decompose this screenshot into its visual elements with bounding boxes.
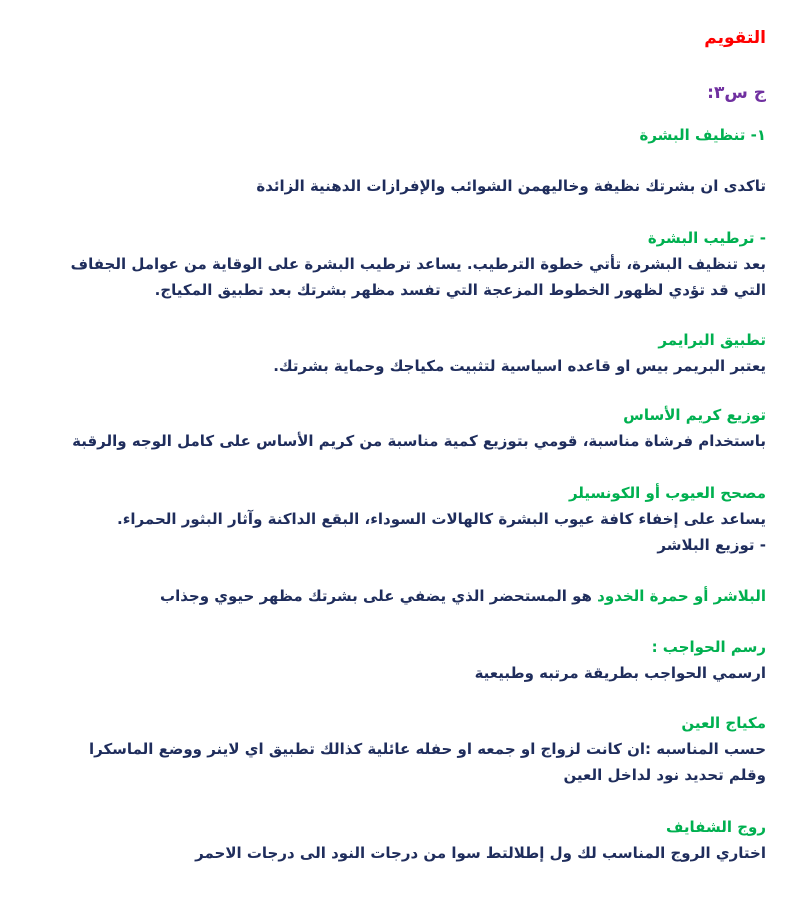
section-body-foundation-1: باستخدام فرشاة مناسبة، قومي بتوزيع كمية مناسبة من كريم الأساس على كامل الوجه والرقبة [72,432,766,450]
section-body-concealer-1: يساعد على إخفاء كافة عيوب البشرة كالهالات السوداء، البقع الداكنة وآثار البثور الحمراء. [117,510,766,528]
section-body-moisturizing-2: التي قد تؤدي لظهور الخطوط المزعجة التي تفسد مظهر بشرتك بعد تطبيق المكياج. [154,281,766,299]
section-body-lipstick-1: اختاري الروج المناسب لك ول إطلالتط سوا من درجات النود الى درجات الاحمر [195,844,766,862]
section-heading-foundation: توزيع كريم الأساس [623,406,766,424]
section-body-eye-makeup-2: وقلم تحديد نود لداخل العين [563,766,766,784]
section-heading-primer: تطبيق البرايمر [658,331,766,349]
section-heading-eyebrows: رسم الحواجب : [651,638,766,656]
page-title: التقويم [704,28,766,48]
section-body-eye-makeup-1: حسب المناسبه :ان كانت لزواج او جمعه او حفله عائلية كذالك تطبيق اي لاينر ووضع الماسكرا [88,740,766,758]
section-heading-lipstick: روج الشفايف [666,818,766,836]
section-body-primer-1: يعتبر البريمر بيس او قاعده اسياسية لتثبيت مكياجك وحماية بشرتك. [273,357,766,375]
section-body-cleansing-1: تاكدى ان بشرتك نظيفة وخاليهمن الشوائب والإفرازات الدهنية الزائدة [256,177,766,195]
section-body-eyebrows-1: ارسمي الحواجب بطريقة مرتبه وطبيعية [474,664,766,682]
blush-line [160,585,766,607]
question-label: ج س٣: [707,83,766,103]
section-heading-cleansing: ١- تنظيف البشرة [639,126,766,144]
section-heading-eye-makeup: مكياج العين [681,714,766,732]
section-heading-concealer: مصحح العيوب أو الكونسيلر [568,484,766,502]
section-body-blush: هو المستحضر الذي يضفي على بشرتك مظهر حيوي وجذاب [160,587,598,605]
section-body-concealer-2: - توزيع البلاشر [657,536,766,554]
section-heading-moisturizing: - ترطيب البشرة [647,229,766,247]
section-heading-blush: البلاشر أو حمرة الخدود [597,587,766,605]
section-body-moisturizing-1: بعد تنظيف البشرة، تأتي خطوة الترطيب. يساعد ترطيب البشرة على الوقاية من عوامل الجفاف [70,255,766,273]
